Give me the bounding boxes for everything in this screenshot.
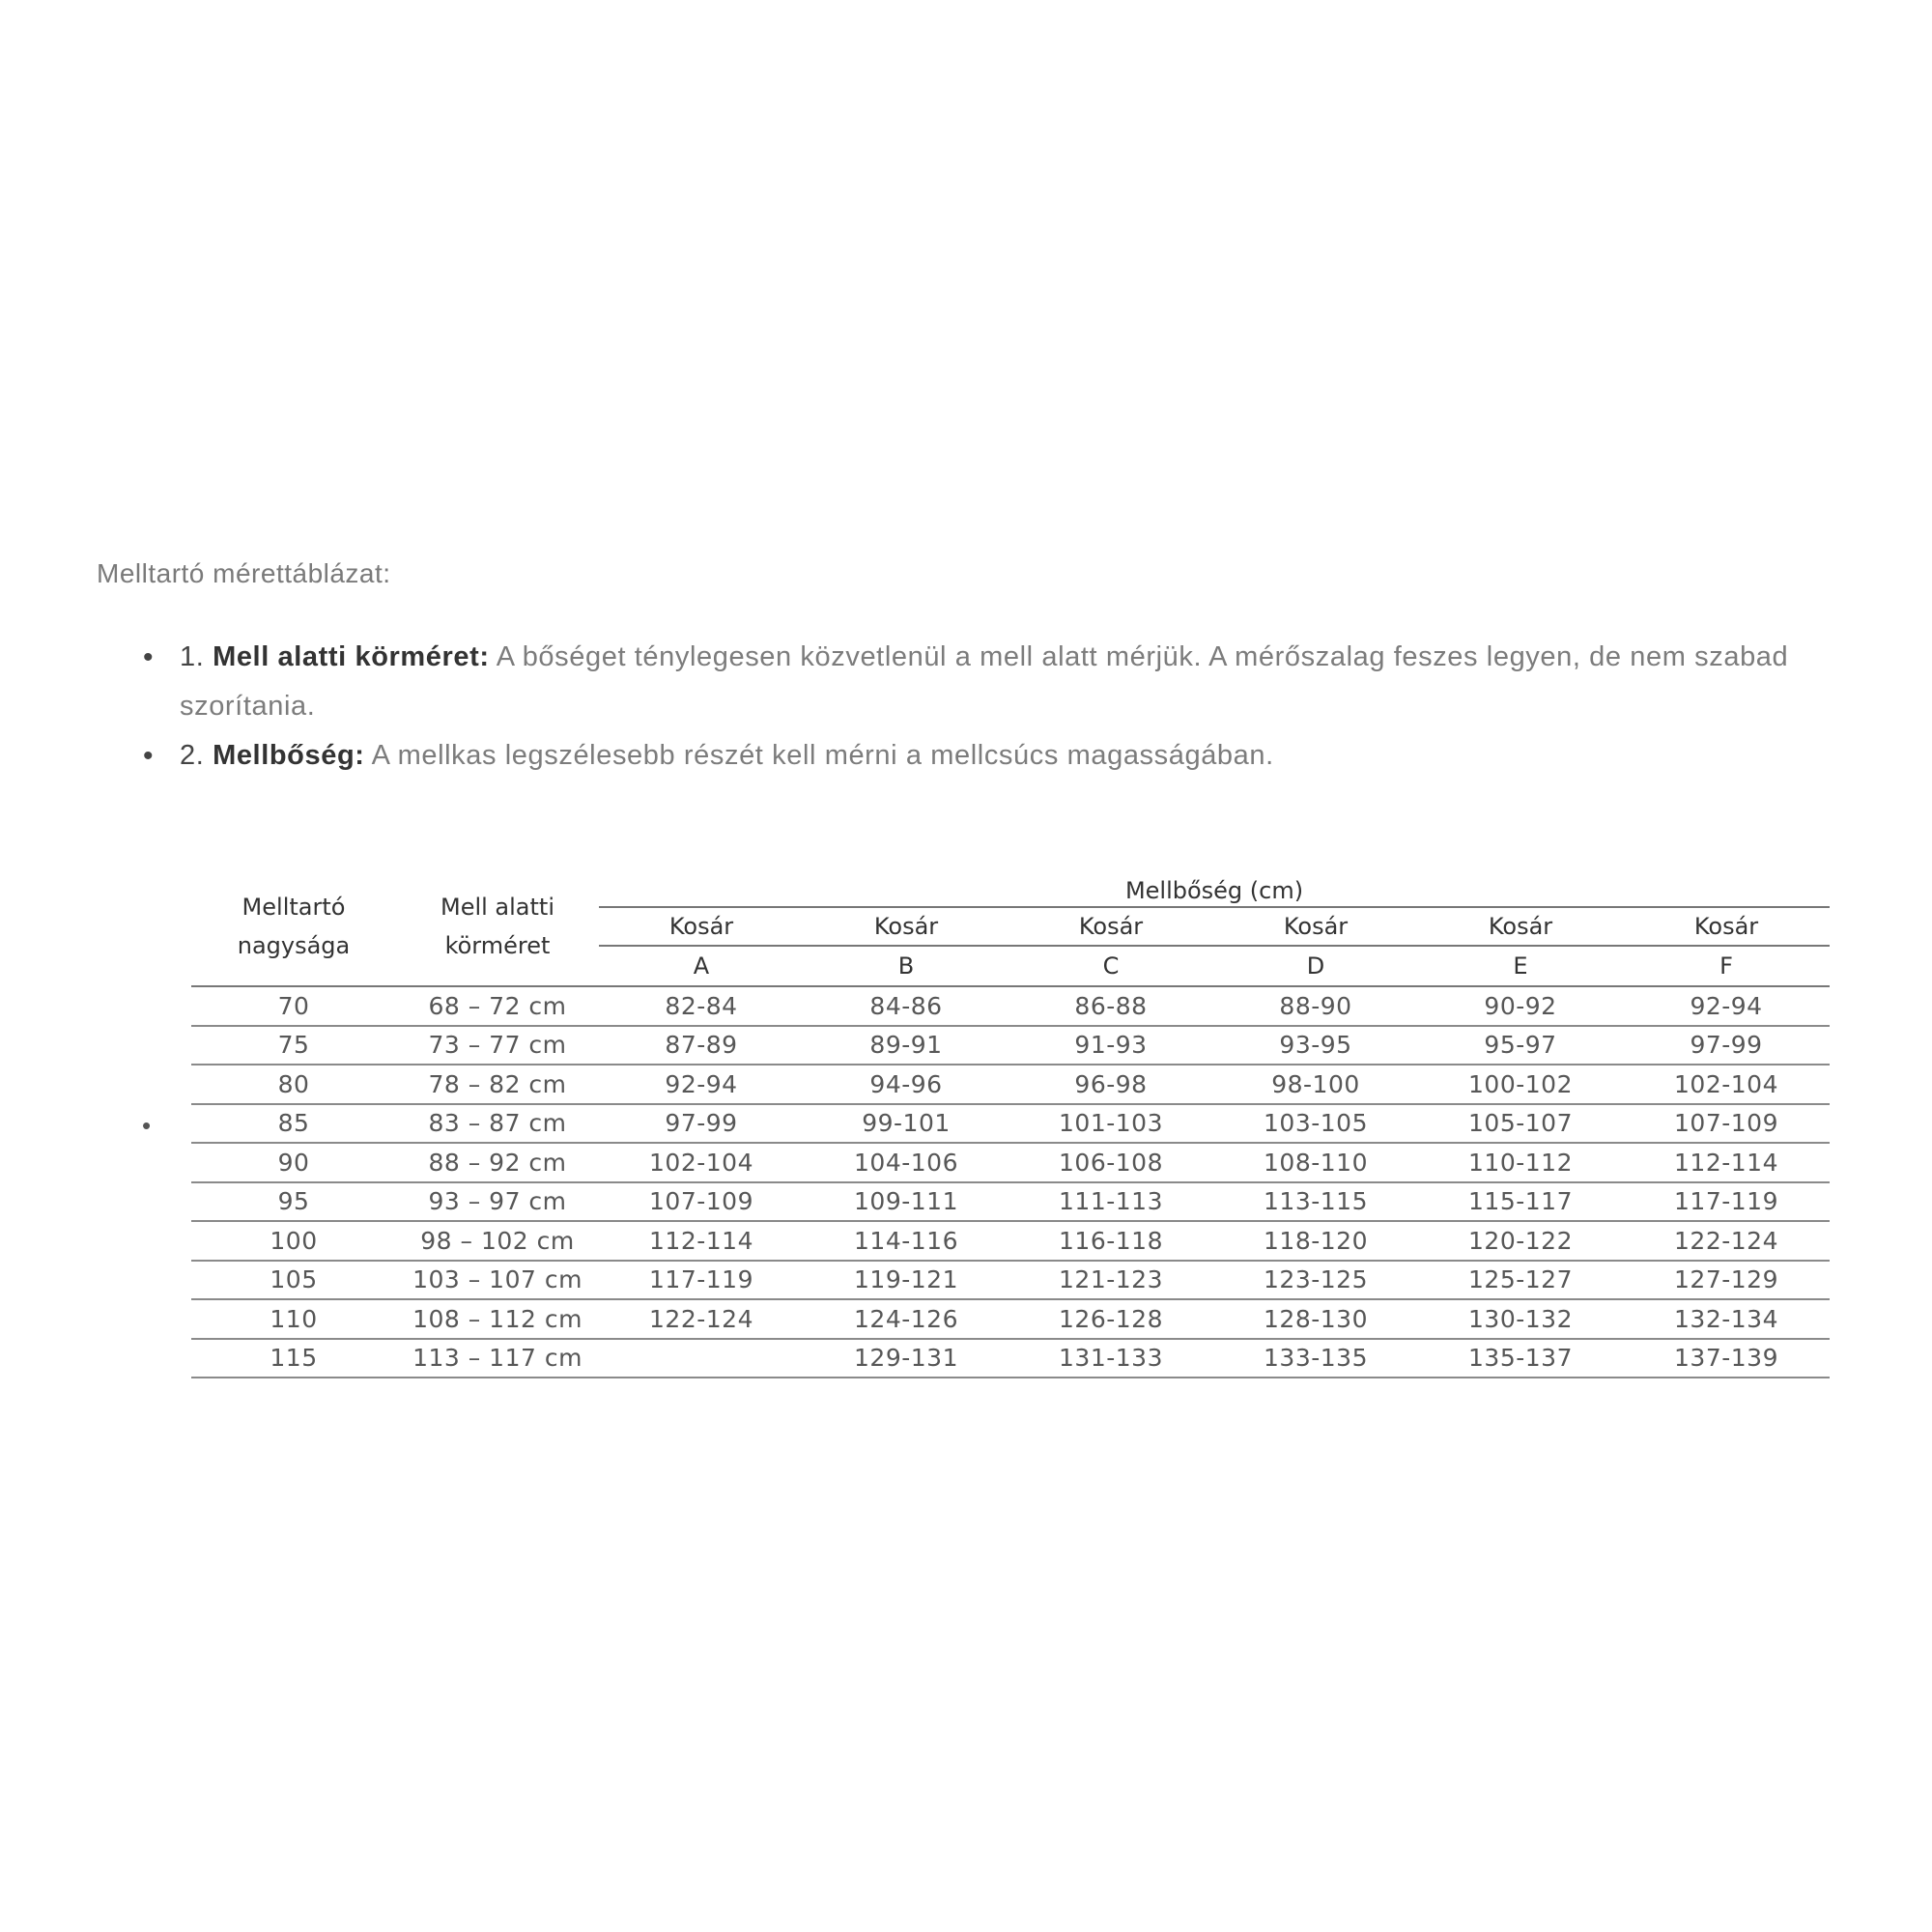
column-header-bra-size	[191, 867, 396, 986]
cell-cup-a: 92-94	[599, 1065, 804, 1104]
cell-underbust: 88 – 92 cm	[396, 1143, 599, 1182]
cell-cup-f: 107-109	[1623, 1104, 1830, 1144]
cup-letter-b: B	[804, 946, 1009, 986]
bra-size-table	[191, 867, 1830, 1378]
cell-cup-e: 130-132	[1418, 1299, 1623, 1339]
cell-cup-d: 108-110	[1213, 1143, 1418, 1182]
cell-cup-d: 93-95	[1213, 1026, 1418, 1065]
instruction-number: 1.	[180, 641, 205, 672]
cell-cup-d: 133-135	[1213, 1339, 1418, 1378]
cell-cup-c: 121-123	[1009, 1261, 1213, 1300]
cell-cup-a: 117-119	[599, 1261, 804, 1300]
cell-cup-b: 114-116	[804, 1221, 1009, 1261]
cell-cup-b: 84-86	[804, 986, 1009, 1026]
cell-underbust: 73 – 77 cm	[396, 1026, 599, 1065]
column-header-underbust	[396, 867, 599, 986]
cell-cup-d: 128-130	[1213, 1299, 1418, 1339]
table-row	[191, 1221, 1830, 1261]
instruction-item-bust	[143, 731, 1862, 781]
table-row	[191, 986, 1830, 1026]
cell-cup-c: 101-103	[1009, 1104, 1213, 1144]
instruction-title: Mell alatti körméret:	[213, 641, 490, 672]
cell-cup-f: 97-99	[1623, 1026, 1830, 1065]
cell-cup-b: 94-96	[804, 1065, 1009, 1104]
cup-label: Kosár	[1213, 907, 1418, 946]
table-row	[191, 1261, 1830, 1300]
cup-letter-e: E	[1418, 946, 1623, 986]
cup-label: Kosár	[1009, 907, 1213, 946]
cell-cup-f: 112-114	[1623, 1143, 1830, 1182]
bullet-dot: •	[143, 740, 155, 772]
cup-letter-a: A	[599, 946, 804, 986]
header-line: körméret	[444, 932, 551, 959]
cell-cup-b: 104-106	[804, 1143, 1009, 1182]
header-line: Mell alatti	[440, 894, 554, 921]
measurement-instructions	[143, 633, 1862, 781]
table-row	[191, 1299, 1830, 1339]
cell-bra-size: 75	[191, 1026, 396, 1065]
header-row-group	[191, 867, 1830, 907]
cell-cup-d: 113-115	[1213, 1182, 1418, 1222]
header-line: Melltartó	[242, 894, 346, 921]
cell-cup-d: 98-100	[1213, 1065, 1418, 1104]
cell-cup-e: 135-137	[1418, 1339, 1623, 1378]
cup-letter-f: F	[1623, 946, 1830, 986]
cell-cup-c: 111-113	[1009, 1182, 1213, 1222]
cup-label: Kosár	[599, 907, 804, 946]
cell-underbust: 83 – 87 cm	[396, 1104, 599, 1144]
cell-cup-c: 91-93	[1009, 1026, 1213, 1065]
cell-cup-d: 88-90	[1213, 986, 1418, 1026]
page-intro: Melltartó mérettáblázat:	[97, 558, 391, 588]
table-row	[191, 1026, 1830, 1065]
cell-bra-size: 110	[191, 1299, 396, 1339]
cell-cup-e: 90-92	[1418, 986, 1623, 1026]
instruction-number: 2.	[180, 740, 205, 771]
header-line: nagysága	[237, 932, 351, 959]
table-row	[191, 1182, 1830, 1222]
cell-bra-size: 100	[191, 1221, 396, 1261]
cell-cup-b: 119-121	[804, 1261, 1009, 1300]
cell-cup-b: 124-126	[804, 1299, 1009, 1339]
cell-cup-f: 92-94	[1623, 986, 1830, 1026]
cell-underbust: 108 – 112 cm	[396, 1299, 599, 1339]
cell-bra-size: 115	[191, 1339, 396, 1378]
cell-cup-d: 103-105	[1213, 1104, 1418, 1144]
cell-underbust: 78 – 82 cm	[396, 1065, 599, 1104]
cell-cup-e: 125-127	[1418, 1261, 1623, 1300]
instruction-text: A bőséget ténylegesen közvetlenül a mell alatt mérjük. A mérőszalag feszes legyen, de nem szabad szorítania.	[180, 641, 1789, 722]
cup-letter-d: D	[1213, 946, 1418, 986]
cell-cup-f: 137-139	[1623, 1339, 1830, 1378]
cell-cup-a: 102-104	[599, 1143, 804, 1182]
cell-cup-c: 86-88	[1009, 986, 1213, 1026]
cell-cup-f: 127-129	[1623, 1261, 1830, 1300]
cell-cup-a: 82-84	[599, 986, 804, 1026]
table-row	[191, 1339, 1830, 1378]
cell-cup-a: 97-99	[599, 1104, 804, 1144]
cell-cup-e: 115-117	[1418, 1182, 1623, 1222]
cell-cup-c: 116-118	[1009, 1221, 1213, 1261]
cell-bra-size: 105	[191, 1261, 396, 1300]
cell-cup-f: 117-119	[1623, 1182, 1830, 1222]
cell-cup-e: 120-122	[1418, 1221, 1623, 1261]
cell-bra-size: 70	[191, 986, 396, 1026]
cell-bra-size: 90	[191, 1143, 396, 1182]
cell-bra-size: 95	[191, 1182, 396, 1222]
cell-bra-size: 80	[191, 1065, 396, 1104]
cell-cup-c: 126-128	[1009, 1299, 1213, 1339]
cup-label: Kosár	[1418, 907, 1623, 946]
cell-cup-f: 122-124	[1623, 1221, 1830, 1261]
cup-label: Kosár	[804, 907, 1009, 946]
cell-cup-a: 107-109	[599, 1182, 804, 1222]
cell-cup-b: 109-111	[804, 1182, 1009, 1222]
cell-cup-b: 99-101	[804, 1104, 1009, 1144]
cell-underbust: 103 – 107 cm	[396, 1261, 599, 1300]
cell-bra-size: 85	[191, 1104, 396, 1144]
cell-cup-e: 110-112	[1418, 1143, 1623, 1182]
table-row	[191, 1104, 1830, 1144]
cell-cup-a: 122-124	[599, 1299, 804, 1339]
cell-cup-c: 106-108	[1009, 1143, 1213, 1182]
cell-underbust: 113 – 117 cm	[396, 1339, 599, 1378]
cell-cup-a: 87-89	[599, 1026, 804, 1065]
cell-cup-e: 100-102	[1418, 1065, 1623, 1104]
cell-cup-b: 89-91	[804, 1026, 1009, 1065]
bullet-dot: •	[142, 1111, 152, 1140]
cell-cup-f: 132-134	[1623, 1299, 1830, 1339]
bullet-dot: •	[143, 641, 155, 673]
instruction-item-underbust	[143, 633, 1862, 731]
cup-label: Kosár	[1623, 907, 1830, 946]
cell-cup-d: 123-125	[1213, 1261, 1418, 1300]
cell-cup-c: 131-133	[1009, 1339, 1213, 1378]
cell-cup-d: 118-120	[1213, 1221, 1418, 1261]
cell-underbust: 98 – 102 cm	[396, 1221, 599, 1261]
column-group-header-bust: Mellbőség (cm)	[599, 867, 1830, 907]
cell-underbust: 68 – 72 cm	[396, 986, 599, 1026]
table-row	[191, 1143, 1830, 1182]
cell-underbust: 93 – 97 cm	[396, 1182, 599, 1222]
cell-cup-e: 105-107	[1418, 1104, 1623, 1144]
instruction-text: A mellkas legszélesebb részét kell mérni a mellcsúcs magasságában.	[371, 740, 1274, 771]
cell-cup-f: 102-104	[1623, 1065, 1830, 1104]
cup-letter-c: C	[1009, 946, 1213, 986]
cell-cup-e: 95-97	[1418, 1026, 1623, 1065]
instruction-title: Mellbőség:	[213, 740, 365, 771]
cell-cup-a: 112-114	[599, 1221, 804, 1261]
table-row	[191, 1065, 1830, 1104]
cell-cup-a	[599, 1339, 804, 1378]
cell-cup-c: 96-98	[1009, 1065, 1213, 1104]
cell-cup-b: 129-131	[804, 1339, 1009, 1378]
